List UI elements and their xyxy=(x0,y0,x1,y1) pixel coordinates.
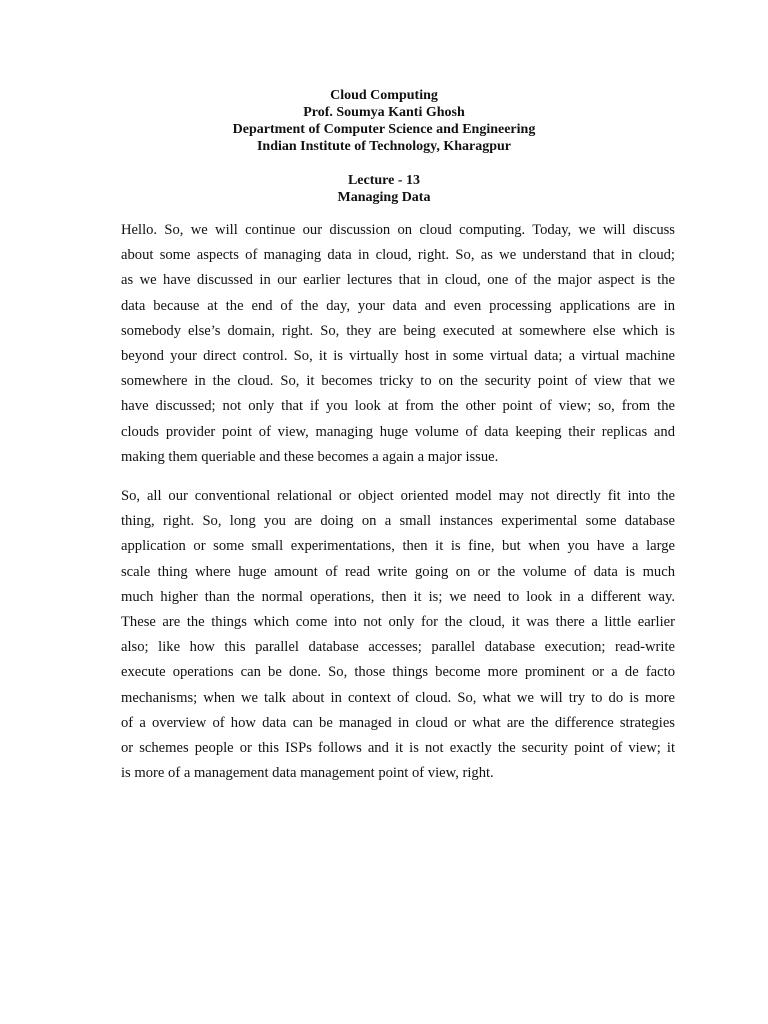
institute-name: Indian Institute of Technology, Kharagpur xyxy=(256,139,511,154)
paragraph-line: beyond your direct control. So, it is virtually host in some virtual data; a virtual machine xyxy=(121,347,675,364)
paragraph-line: or schemes people or this ISPs follows and it is not exactly the security point of view; it xyxy=(121,739,675,756)
paragraph-line: application or some small experimentations, then it is fine, but when you have a large xyxy=(121,538,675,555)
paragraph-line: data because at the end of the day, your data and even processing applications are in xyxy=(121,297,675,314)
paragraph-line: also; like how this parallel database accesses; parallel database execution; read-write xyxy=(121,639,675,656)
department-name: Department of Computer Science and Engineering xyxy=(232,122,536,137)
paragraph-line: scale thing where huge amount of read write going on or the volume of data is much xyxy=(121,563,675,580)
paragraph-line: have discussed; not only that if you look at from the other point of view; so, from the xyxy=(121,398,675,415)
professor-name: Prof. Soumya Kanti Ghosh xyxy=(303,105,465,120)
paragraph-line: clouds provider point of view, managing huge volume of data keeping their replicas and xyxy=(121,423,675,440)
lecture-topic: Managing Data xyxy=(337,190,431,205)
paragraph-line: making them queriable and these becomes a again a major issue. xyxy=(121,448,499,465)
paragraph-2 xyxy=(121,484,675,786)
paragraph-1 xyxy=(121,218,675,470)
paragraph-line: about some aspects of managing data in cloud, right. So, as we understand that in cloud; xyxy=(121,247,675,264)
paragraph-line: of a overview of how data can be managed in cloud or what are the difference strategies xyxy=(121,714,675,731)
paragraph-line: somewhere in the cloud. So, it becomes tricky to on the security point of view that we xyxy=(121,373,675,390)
paragraph-line: Hello. So, we will continue our discussion on cloud computing. Today, we will discuss xyxy=(121,222,675,238)
paragraph-line: mechanisms; when we talk about in context of cloud. So, what we will try to do is more xyxy=(121,689,675,706)
paragraph-line: So, all our conventional relational or object oriented model may not directly fit into the xyxy=(121,488,675,504)
paragraph-line: These are the things which come into not only for the cloud, it was there a little earlier xyxy=(121,613,675,630)
paragraph-line: execute operations can be done. So, those things become more prominent or a de facto xyxy=(121,664,675,681)
header-spacer xyxy=(0,155,768,172)
paragraph-line: somebody else’s domain, right. So, they are being executed at somewhere else which is xyxy=(121,322,675,339)
paragraph-line: thing, right. So, long you are doing on a small instances experimental some database xyxy=(121,513,675,530)
paragraph-line: as we have discussed in our earlier lectures that in cloud, one of the major aspect is the xyxy=(121,272,675,289)
lecture-number: Lecture - 13 xyxy=(347,173,421,188)
paragraph-line: much higher than the normal operations, then it is; we need to look in a different way. xyxy=(121,588,675,605)
course-title: Cloud Computing xyxy=(330,88,438,103)
paragraph-line: is more of a management data management point of view, right. xyxy=(121,765,494,782)
lecture-header xyxy=(0,87,768,206)
